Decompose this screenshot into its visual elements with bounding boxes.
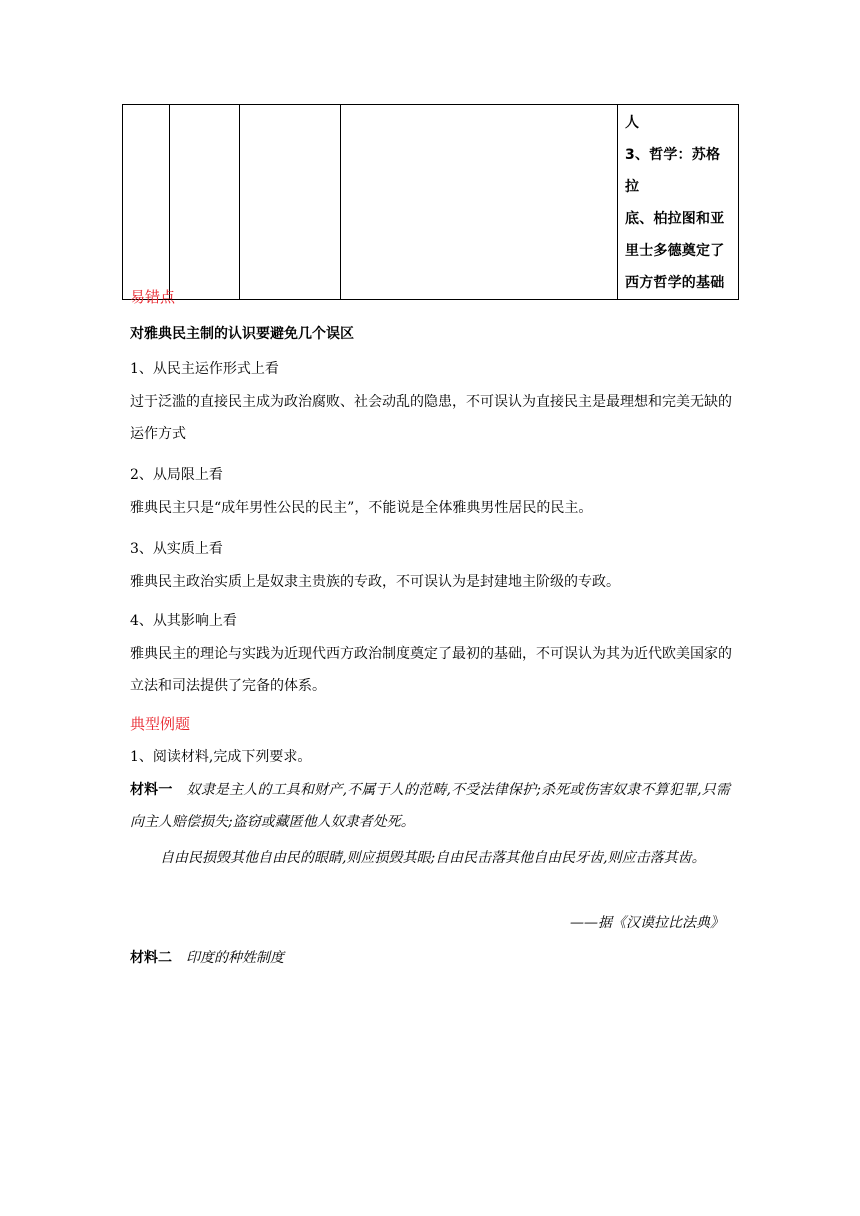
table-cell-philosophy [618,105,739,300]
table-row [123,105,739,300]
table-cell [240,105,341,300]
material-one [130,774,730,838]
section-heading: 对雅典民主制的认识要避免几个误区 [130,326,354,342]
cell-line: 西方哲学的基础 [625,275,725,291]
cell-line: 3、哲学：苏格拉 [625,147,721,195]
continued-table [122,104,739,300]
cell-line: 底、柏拉图和亚 [625,211,725,227]
point-text: 雅典民主的理论与实践为近现代西方政治制度奠定了最初的基础，不可误认为其为近代欧美国家的立法和司法提供了完备的体系。 [130,646,732,694]
material-label: 材料二 [130,950,172,966]
table-cell [170,105,240,300]
table-cell [341,105,618,300]
point-text: 过于泛滥的直接民主成为政治腐败、社会动乱的隐患，不可误认为直接民主是最理想和完美无缺的运作方式 [130,394,732,442]
section-title-errors: 易错点 [130,288,176,306]
section-title-examples: 典型例题 [130,715,191,733]
material-label: 材料一 [130,782,173,798]
point-title: 4、从其影响上看 [130,613,237,629]
point-text: 雅典民主政治实质上是奴隶主贵族的专政，不可误认为是封建地主阶级的专政。 [130,574,620,590]
material-one-continued [130,842,730,874]
cell-line: 里士多德奠定了 [625,243,725,259]
point-text: 雅典民主只是“成年男性公民的民主”，不能说是全体雅典男性居民的民主。 [130,500,593,516]
table-cell [123,105,170,300]
cell-line: 人 [625,115,640,131]
material-text: 印度的种姓制度 [186,950,284,966]
material-text: 自由民损毁其他自由民的眼睛,则应损毁其眼;自由民击落其他自由民牙齿,则应击落其齿。 [160,850,706,866]
material-text: 奴隶是主人的工具和财产,不属于人的范畴,不受法律保护;杀死或伤害奴隶不算犯罪,只需向主人赔偿损失;盗窃或藏匿他人奴隶者处死。 [130,782,730,830]
point-title: 3、从实质上看 [130,541,223,557]
material-two [130,942,730,974]
point-title: 1、从民主运作形式上看 [130,361,279,377]
material-source: ——据《汉谟拉比法典》 [570,915,724,931]
question-text: 1、阅读材料,完成下列要求。 [130,749,312,765]
point-title: 2、从局限上看 [130,467,223,483]
